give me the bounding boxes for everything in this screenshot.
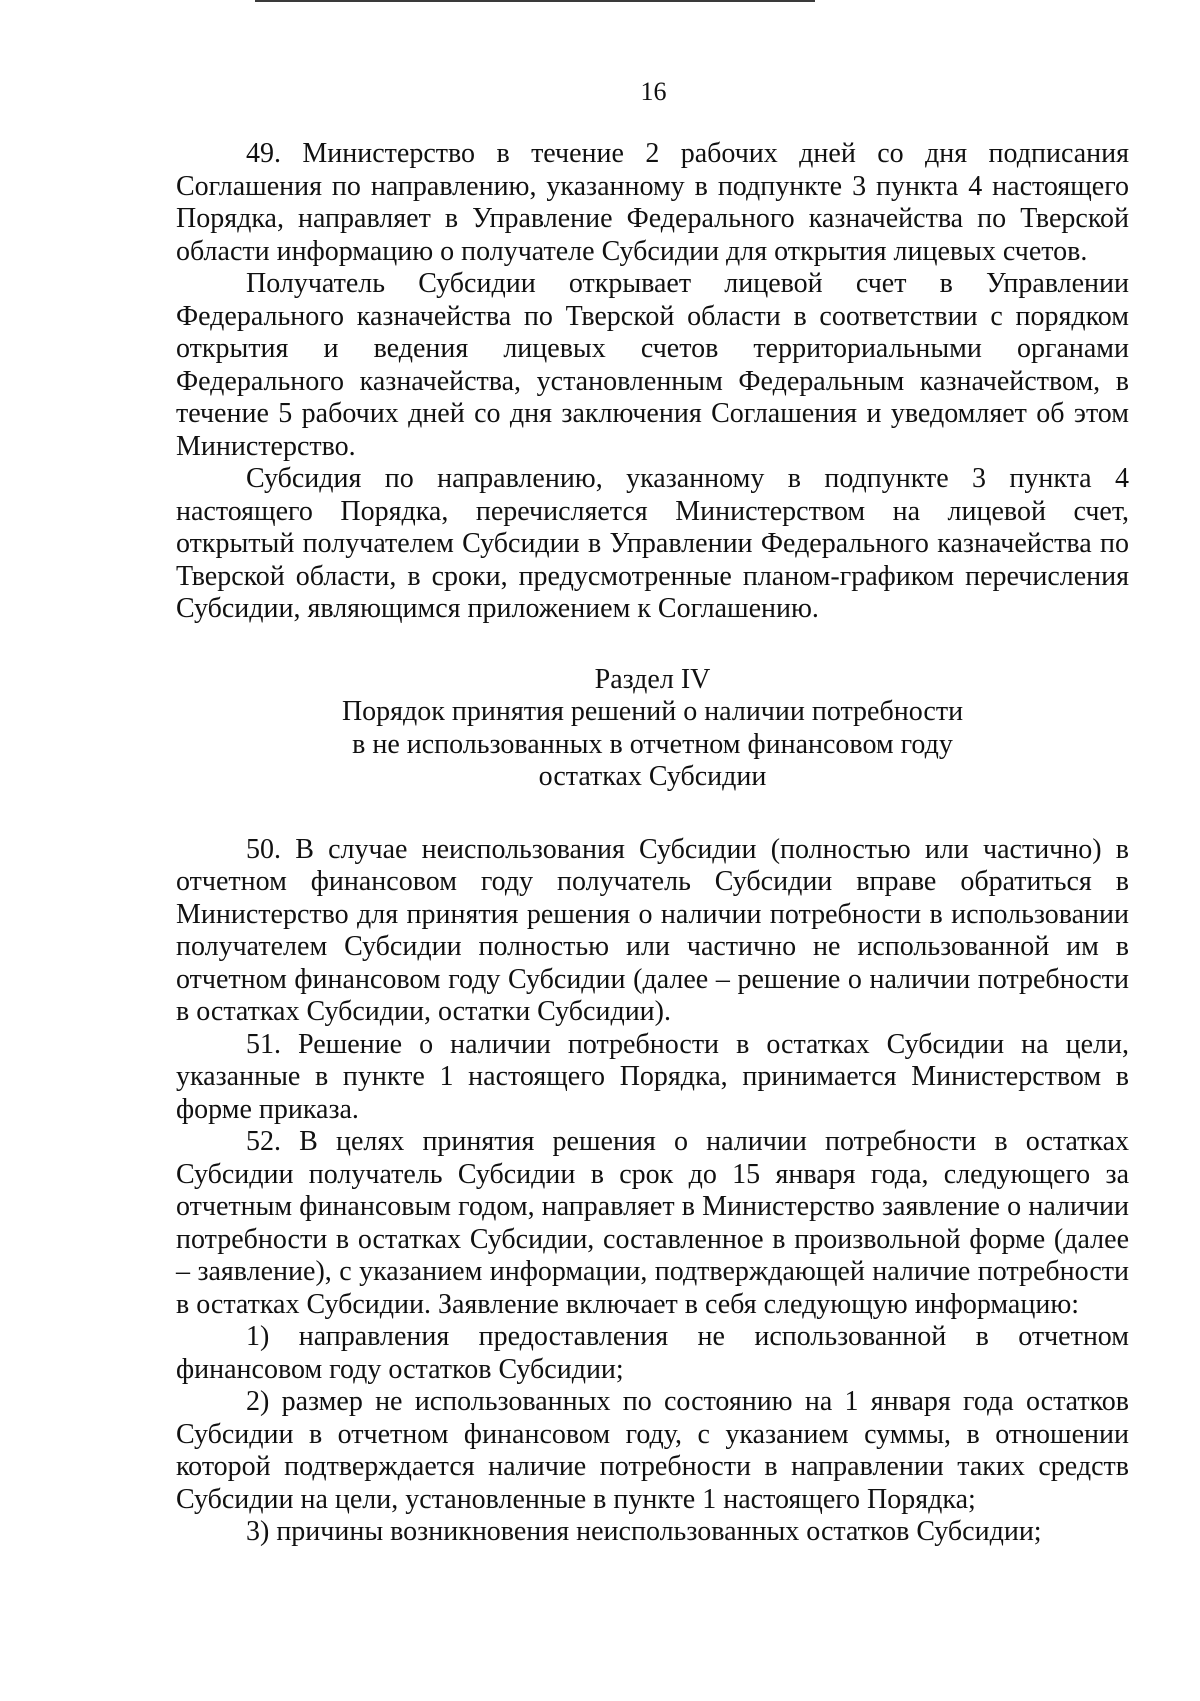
list-item-2: 2) размер не использованных по состоянию на 1 января года остатков Субсидии в отчетном финансовом году, с указанием суммы, в отношении которой подтверждается наличие потребности в направлении таких средств Субсидии на цели, установленные в пункте 1 настоящего Порядка;: [176, 1386, 1129, 1515]
document-body: [176, 138, 1129, 1549]
list-item-3: 3) причины возникновения неиспользованных остатков Субсидии;: [246, 1516, 1042, 1547]
section-label: Раздел IV: [594, 663, 711, 695]
section-title-line: в не использованных в отчетном финансовом году: [352, 728, 953, 760]
section-heading: [176, 664, 1129, 794]
paragraph-subsidy-transfer: Субсидия по направлению, указанному в подпункте 3 пункта 4 настоящего Порядка, перечисляется Министерством на лицевой счет, открытый получателем Субсидии в Управлении Федерального казначейства по Тверской области, в сроки, предусмотренные планом-графиком перечисления Субсидии, являющимся приложением к Соглашению.: [176, 463, 1129, 624]
section-title-line: остатках Субсидии: [538, 761, 767, 792]
page-number: 16: [640, 77, 667, 106]
paragraph-account-opening: Получатель Субсидии открывает лицевой счет в Управлении Федерального казначейства по Тверской области в соответствии с порядком открытия и ведения лицевых счетов территориальными органами Федерального казначейства, установленным Федеральным казначейством, в течение 5 рабочих дней со дня заключения Соглашения и уведомляет об этом Министерство.: [176, 268, 1129, 462]
paragraph-50: 50. В случае неиспользования Субсидии (полностью или частично) в отчетном финансовом году получатель Субсидии вправе обратиться в Министерство для принятия решения о наличии потребности в использовании получателем Субсидии полностью или частично не использованной им в отчетном финансовом году Субсидии (далее – решение о наличии потребности в остатках Субсидии, остатки Субсидии).: [176, 833, 1129, 1027]
paragraph-49: 49. Министерство в течение 2 рабочих дней со дня подписания Соглашения по направлению, указанному в подпункте 3 пункта 4 настоящего Порядка, направляет в Управление Федерального казначейства по Тверской области информацию о получателе Субсидии для открытия лицевых счетов.: [176, 138, 1129, 267]
list-item-1: 1) направления предоставления не использованной в отчетном финансовом году остатков Субсидии;: [176, 1321, 1129, 1385]
paragraph-52: 52. В целях принятия решения о наличии потребности в остатках Субсидии получатель Субсидии в срок до 15 января года, следующего за отчетным финансовым годом, направляет в Министерство заявление о наличии потребности в остатках Субсидии, составленное в произвольной форме (далее – заявление), с указанием информации, подтверждающей наличие потребности в остатках Субсидии. Заявление включает в себя следующую информацию:: [176, 1126, 1129, 1320]
paragraph-51: 51. Решение о наличии потребности в остатках Субсидии на цели, указанные в пункте 1 настоящего Порядка, принимается Министерством в форме приказа.: [176, 1028, 1129, 1125]
scan-edge-line: [255, 0, 815, 2]
section-title-line: Порядок принятия решений о наличии потребности: [341, 696, 964, 727]
